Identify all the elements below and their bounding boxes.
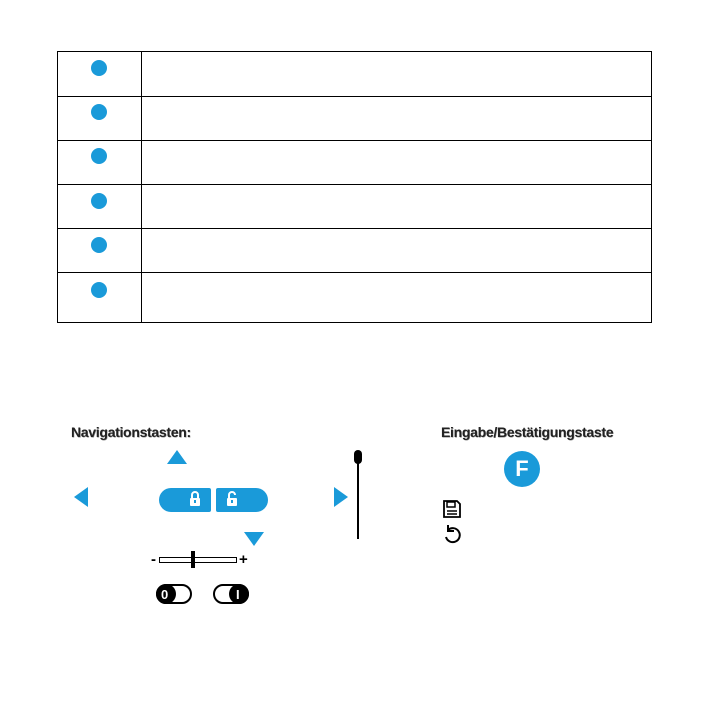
arrow-left-icon: [74, 487, 88, 507]
arrow-up-icon: [167, 450, 187, 464]
lock-icon: [159, 488, 211, 512]
undo-icon: [442, 523, 464, 547]
navigation-heading: Navigationstasten:: [71, 424, 191, 440]
slider-minus-label: -: [151, 551, 156, 568]
toggle-off-icon: [156, 584, 192, 604]
legend-row: [58, 229, 651, 273]
vertical-line: [357, 455, 359, 539]
unlock-button: [216, 488, 268, 512]
lock-button: [159, 488, 211, 512]
slider-plus-label: +: [239, 551, 248, 568]
blue-dot-marker: [91, 104, 107, 120]
legend-row: [58, 97, 651, 141]
slider-track: [159, 557, 237, 563]
f-button-icon: F: [504, 451, 540, 487]
toggle-on-label: I: [236, 587, 240, 602]
blue-dot-marker: [91, 148, 107, 164]
blue-dot-marker: [91, 60, 107, 76]
slider-thumb: [191, 551, 195, 568]
legend-row: [58, 185, 651, 229]
unlock-icon: [216, 488, 268, 512]
legend-row: [58, 141, 651, 185]
probe-tip-icon: [354, 450, 362, 464]
blue-dot-marker: [91, 237, 107, 253]
blue-dot-marker: [91, 193, 107, 209]
blue-dot-marker: [91, 282, 107, 298]
toggle-off-label: 0: [161, 587, 169, 602]
toggle-on-icon: [213, 584, 249, 604]
arrow-down-icon: [244, 532, 264, 546]
legend-row: [58, 52, 651, 97]
arrow-right-icon: [334, 487, 348, 507]
legend-row: [58, 273, 651, 322]
save-icon: [442, 499, 462, 519]
enter-heading: Eingabe/Bestätigungstaste: [441, 424, 614, 440]
legend-table: [57, 51, 652, 323]
